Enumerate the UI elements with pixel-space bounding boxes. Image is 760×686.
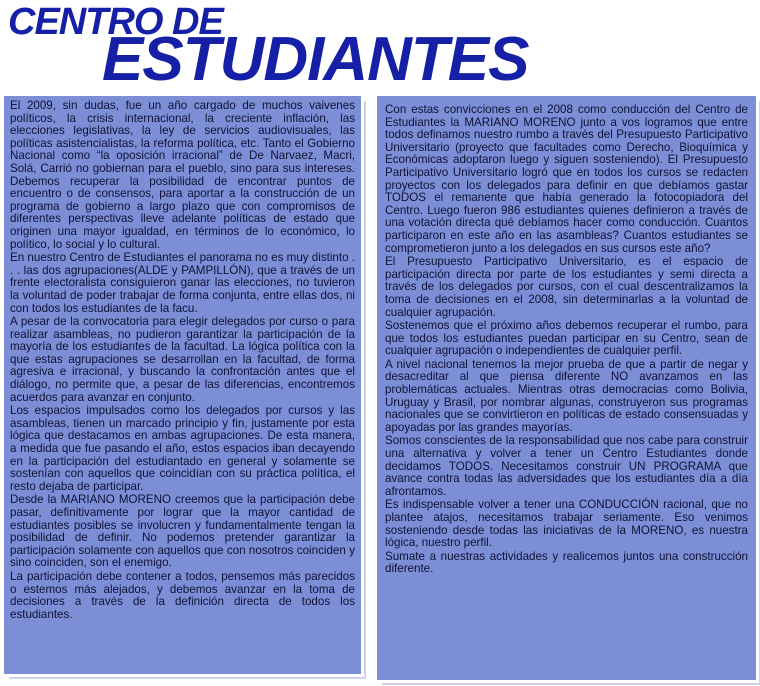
right-paragraph-3: Sostenemos que el próximo años debemos recuperar el rumbo, para que todos los estudiantes puedan participar en su Centro, sean de cualquier agrupación o independientes de cualquier perfil. <box>385 319 748 358</box>
title-line-1: CENTRO DE <box>8 1 223 43</box>
right-paragraph-1: Con estas convicciones en el 2008 como conducción del Centro de Estudiantes la MARIANO MORENO junto a vos logramos que entre todos definamos nuestro rumbo a través del Presupuesto Participativo Universitario (proyecto que facultades como Derecho, Bioquímica y Económicas adoptaron luego y siguen sosteniendo). El Presupuesto Participativo Universitario logró que en todos los cursos se redacten proyectos con los delegados para definir en que debíamos gastar TODOS el remanente que había generado la fotocopiadora del Centro. Luego fueron 986 estudiantes quienes definieron a través de una votación directa qué debíamos hacer como conducción. Cuantos participaron en este año en las asambleas? Cuantos estudiantes se comprometieron junto a los delegados en sus cursos este año? <box>385 103 748 255</box>
right-paragraph-4: A nivel nacional tenemos la mejor prueba de que a partir de negar y desacreditar al que piensa diferente NO avanzamos en las problemáticas actuales. Mientras otras democracias como Bolivia, Uruguay y Brasil, por nombrar algunas, construyeron sus programas nacionales que se convirtieron en políticas de estado consensuadas y apoyadas por las grandes mayorías. <box>385 357 748 434</box>
right-text-column <box>377 96 756 680</box>
left-paragraph-1: El 2009, sin dudas, fue un año cargado de muchos vaivenes políticos, la crisis internacional, la creciente inflación, las elecciones legislativas, la ley de servicios audiovisuales, las políticas asistencialistas, la reforma política, etc. Tanto el Gobierno Nacional como “la oposición irracional” de De Narvaez, Macri, Solá, Carrió no gobiernan para el pueblo, sino para sus intereses. Debemos recuperar la posibilidad de encontrar puntos de encuentro o de consensos, para aportar a la construcción de un programa de gobierno a largo plazo que con compromisos de diferentes perspectivas lleve adelante políticas de estado que originen una mayor igualdad, en términos de lo económico, lo político, lo social y lo cultural. <box>10 99 355 251</box>
right-paragraph-2: El Presupuesto Participativo Universitario, es el espacio de participación directa por parte de los estudiantes y semi directa a través de los delegados por cursos, con el cual descentralizamos la toma de decisiones en el 2008, sin determinarlas a la voluntad de cualquier agrupación. <box>385 255 748 319</box>
left-paragraph-5: Desde la MARIANO MORENO creemos que la participación debe pasar, definitivamente por lograr que la mayor cantidad de estudiantes posibles se involucren y fundamentalmente tengan la posibilidad de definir. No podemos pretender garantizar la participación solamente con aquellos que con nosotros coinciden y sino coinciden, son el enemigo. <box>10 493 355 570</box>
left-paragraph-6: La participación debe contener a todos, pensemos más parecidos o estemos más alejados, y debemos avanzar en la toma de decisiones a través de la definición directa de todos los estudiantes. <box>10 569 355 621</box>
right-paragraph-5: Somos conscientes de la responsabilidad que nos cabe para construir una alternativa y volver a tener un Centro Estudiantes donde decidamos TODOS. Necesitamos construir UN PROGRAMA que avance contra todas las adversidades que los estudiantes día a día afrontamos. <box>385 434 748 498</box>
left-text-column <box>4 96 361 674</box>
left-paragraph-4: Los espacios impulsados como los delegados por cursos y las asambleas, tienen un marcado principio y fin, justamente por esta lógica que destacamos en ambas agrupaciones. De esta manera, a medida que fue pasando el año, estos espacios iban decayendo en la participación del estudiantado en general y solamente se sostenían con aquellos que coincidían con su práctica política, el resto dejaba de participar. <box>10 404 355 493</box>
title-line-2: ESTUDIANTES <box>102 25 529 94</box>
right-paragraph-6: Es indispensable volver a tener una CONDUCCIÓN racional, que no plantee atajos, necesitamos trabajar seriamente. Eso venimos sosteniendo desde todas las iniciativas de la MORENO, es nuestra lógica, nuestro perfil. <box>385 498 748 550</box>
left-paragraph-3: A pesar de la convocatoria para elegir delegados por curso o para realizar asambleas, no pudieron garantizar la participación de la mayoría de los estudiantes de la facultad. La lógica política con la que estas agrupaciones se desarrollan en la facultad, de forma agresiva e irracional, y buscando la confrontación antes que el diálogo, no permite que, a pesar de las diferencias, encontremos acuerdos para avanzar en conjunto. <box>10 315 355 404</box>
right-paragraph-7: Sumate a nuestras actividades y realicemos juntos una construcción diferente. <box>385 549 748 576</box>
left-paragraph-2: En nuestro Centro de Estudiantes el panorama no es muy distinto . . . las dos agrupaciones(ALDE y PAMPILLÓN), que a través de un frente electoralista consiguieron ganar las elecciones, no tuvieron la voluntad de poder trabajar de forma conjunta, entre ellas dos, ni con todos los estudiantes de la facu. <box>10 251 355 315</box>
